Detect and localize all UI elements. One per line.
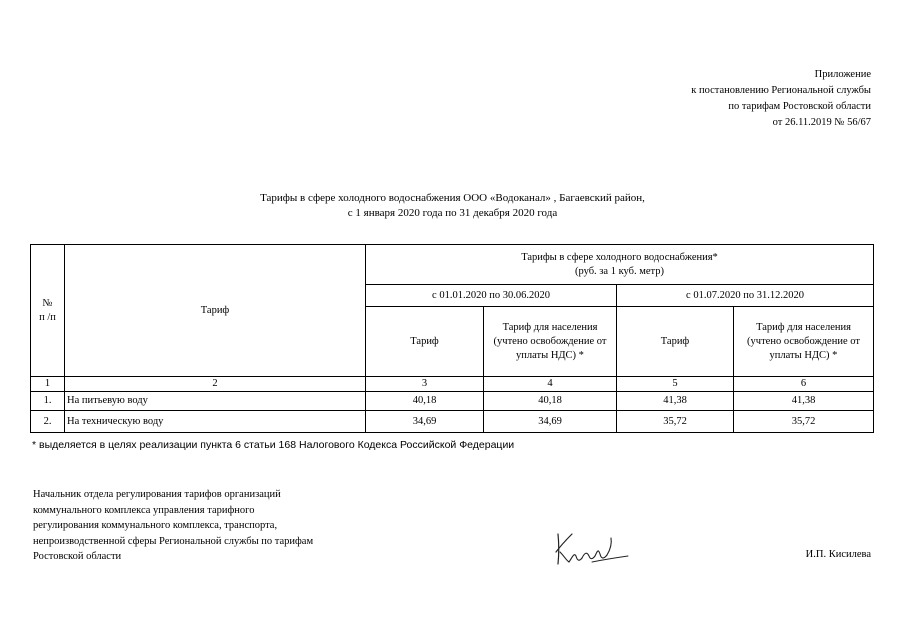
tariff-table xyxy=(30,244,874,433)
row-value: 35,72 xyxy=(617,411,734,433)
handwritten-signature xyxy=(552,522,632,570)
sub-header-tariff-1: Тариф xyxy=(366,307,484,377)
row-number: 1. xyxy=(31,392,65,411)
header-group-cell xyxy=(366,245,874,285)
header-tariff-cell: Тариф xyxy=(65,245,366,377)
column-number: 5 xyxy=(617,377,734,392)
column-number: 3 xyxy=(366,377,484,392)
population-line: (учтено освобождение от xyxy=(747,335,860,347)
appendix-line: Приложение xyxy=(814,69,871,80)
column-number-row xyxy=(31,377,874,392)
title-line-2: с 1 января 2020 года по 31 декабря 2020 года xyxy=(347,207,558,219)
group-header-unit: (руб. за 1 куб. метр) xyxy=(574,265,665,277)
title-line-1: Тарифы в сфере холодного водоснабжения ООО «Водоканал» , Багаевский район, xyxy=(260,192,645,204)
header-number-cell xyxy=(31,245,65,377)
appendix-block xyxy=(691,67,871,131)
row-name: На техническую воду xyxy=(65,411,366,433)
population-line: Тариф для населения xyxy=(502,321,598,333)
row-value: 41,38 xyxy=(734,392,874,411)
column-number: 1 xyxy=(31,377,65,392)
period-2-header: с 01.07.2020 по 31.12.2020 xyxy=(617,285,874,307)
population-line: уплаты НДС) * xyxy=(769,349,838,361)
row-value: 40,18 xyxy=(484,392,617,411)
appendix-line: от 26.11.2019 № 56/67 xyxy=(772,117,871,128)
appendix-line: к постановлению Региональной службы xyxy=(691,85,871,96)
period-1-header: с 01.01.2020 по 30.06.2020 xyxy=(366,285,617,307)
row-value: 40,18 xyxy=(366,392,484,411)
table-row xyxy=(31,392,874,411)
appendix-line: по тарифам Ростовской области xyxy=(728,101,871,112)
population-line: (учтено освобождение от xyxy=(493,335,607,347)
signer-title-line: Ростовской области xyxy=(33,551,122,562)
sub-header-population-2 xyxy=(734,307,874,377)
signer-title-block xyxy=(33,487,313,565)
group-header-title: Тарифы в сфере холодного водоснабжения* xyxy=(521,251,718,263)
column-number: 6 xyxy=(734,377,874,392)
signer-name: И.П. Кисилева xyxy=(805,549,871,560)
header-number-sublabel: п /п xyxy=(39,311,56,323)
header-number-label: № xyxy=(42,297,53,309)
column-number: 2 xyxy=(65,377,366,392)
signer-title-line: регулирования коммунального комплекса, транспорта, xyxy=(33,520,278,531)
footnote: * выделяется в целях реализации пункта 6 статьи 168 Налогового Кодекса Российской Федерации xyxy=(32,439,515,451)
row-name: На питьевую воду xyxy=(65,392,366,411)
column-number: 4 xyxy=(484,377,617,392)
row-value: 41,38 xyxy=(617,392,734,411)
row-value: 35,72 xyxy=(734,411,874,433)
sub-header-tariff-2: Тариф xyxy=(617,307,734,377)
signer-title-line: Начальник отдела регулирования тарифов организаций xyxy=(33,489,281,500)
row-number: 2. xyxy=(31,411,65,433)
signer-title-line: непроизводственной сферы Региональной службы по тарифам xyxy=(33,535,314,547)
row-value: 34,69 xyxy=(366,411,484,433)
table-row xyxy=(31,411,874,433)
signer-title-line: коммунального комплекса управления тарифного xyxy=(33,504,255,516)
document-title xyxy=(0,191,905,221)
population-line: уплаты НДС) * xyxy=(516,349,584,361)
sub-header-population-1 xyxy=(484,307,617,377)
population-line: Тариф для населения xyxy=(756,321,851,333)
row-value: 34,69 xyxy=(484,411,617,433)
